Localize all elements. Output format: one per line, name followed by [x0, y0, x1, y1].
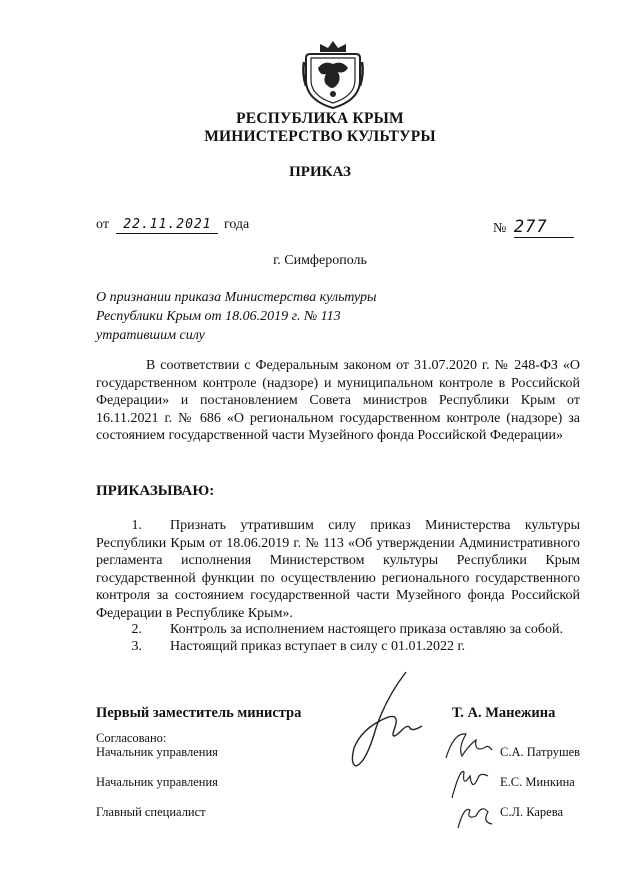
subject-line: О признании приказа Министерства культуры	[96, 290, 377, 305]
item-text: Настоящий приказ вступает в силу с 01.01.2022 г.	[170, 639, 466, 654]
approval-signature-1	[436, 728, 496, 764]
crimea-coat-of-arms-emblem	[302, 38, 364, 110]
approval-role: Начальник управления	[96, 775, 218, 789]
city: г. Симферополь	[273, 253, 367, 268]
approval-name: Е.С. Минкина	[500, 775, 575, 789]
subject-line: Республики Крым от 18.06.2019 г. № 113	[96, 309, 341, 324]
approval-name: С.А. Патрушев	[500, 745, 581, 759]
item-number: 2.	[131, 622, 142, 637]
handwritten-signature	[346, 668, 436, 778]
approval-role: Начальник управления	[96, 745, 218, 759]
date-field	[116, 217, 218, 234]
handwritten-date: 22.11.2021	[123, 217, 212, 232]
signatory-position: Первый заместитель министра	[96, 705, 302, 721]
document-type-title: ПРИКАЗ	[289, 164, 351, 180]
order-item	[96, 621, 580, 639]
order-word: ПРИКАЗЫВАЮ:	[96, 483, 215, 499]
item-number: 3.	[131, 639, 142, 654]
year-label: года	[223, 217, 250, 232]
dateline-from	[96, 217, 249, 234]
subject-line: утратившим силу	[96, 328, 205, 343]
from-label: от	[96, 217, 109, 232]
subject	[96, 288, 377, 345]
order-item	[96, 517, 580, 622]
order-item	[96, 638, 580, 656]
number-label: №	[493, 221, 507, 236]
approvals-label: Согласовано:	[96, 731, 167, 745]
approval-role: Главный специалист	[96, 805, 206, 819]
item-number: 1.	[131, 518, 142, 533]
approval-name: С.Л. Карева	[500, 805, 563, 819]
signatory-name: Т. А. Манежина	[452, 705, 556, 721]
approval-signature-3	[452, 798, 496, 832]
handwritten-number: 277	[513, 217, 548, 237]
header-republic: РЕСПУБЛИКА КРЫМ	[236, 110, 404, 127]
dateline-number	[493, 217, 574, 238]
item-text: Признать утратившим силу приказ Министерства культуры Республики Крым от 18.06.2019 г. № 113 «Об утверждении Административного регламента исполнения Министерством культуры Республики Крым государственной функции по осуществлению регионального государственного контроля за состоянием государственной части Музейного фонда Российской Федерации в Республике Крым».	[96, 518, 580, 621]
number-field	[514, 217, 574, 238]
header-ministry: МИНИСТЕРСТВО КУЛЬТУРЫ	[204, 128, 436, 145]
item-text: Контроль за исполнением настоящего приказа оставляю за собой.	[170, 622, 564, 637]
approval-signature-2	[444, 762, 494, 802]
preamble-paragraph: В соответствии с Федеральным законом от 31.07.2020 г. № 248-ФЗ «О государственном контроле (надзоре) и муниципальном контроле в Российской Федерации» и постановлением Совета министров Республики Крым от 16.11.2021 г. № 686 «О региональном государственном контроле (надзоре) за состоянием государственной части Музейного фонда Российской Федерации»	[96, 358, 580, 443]
